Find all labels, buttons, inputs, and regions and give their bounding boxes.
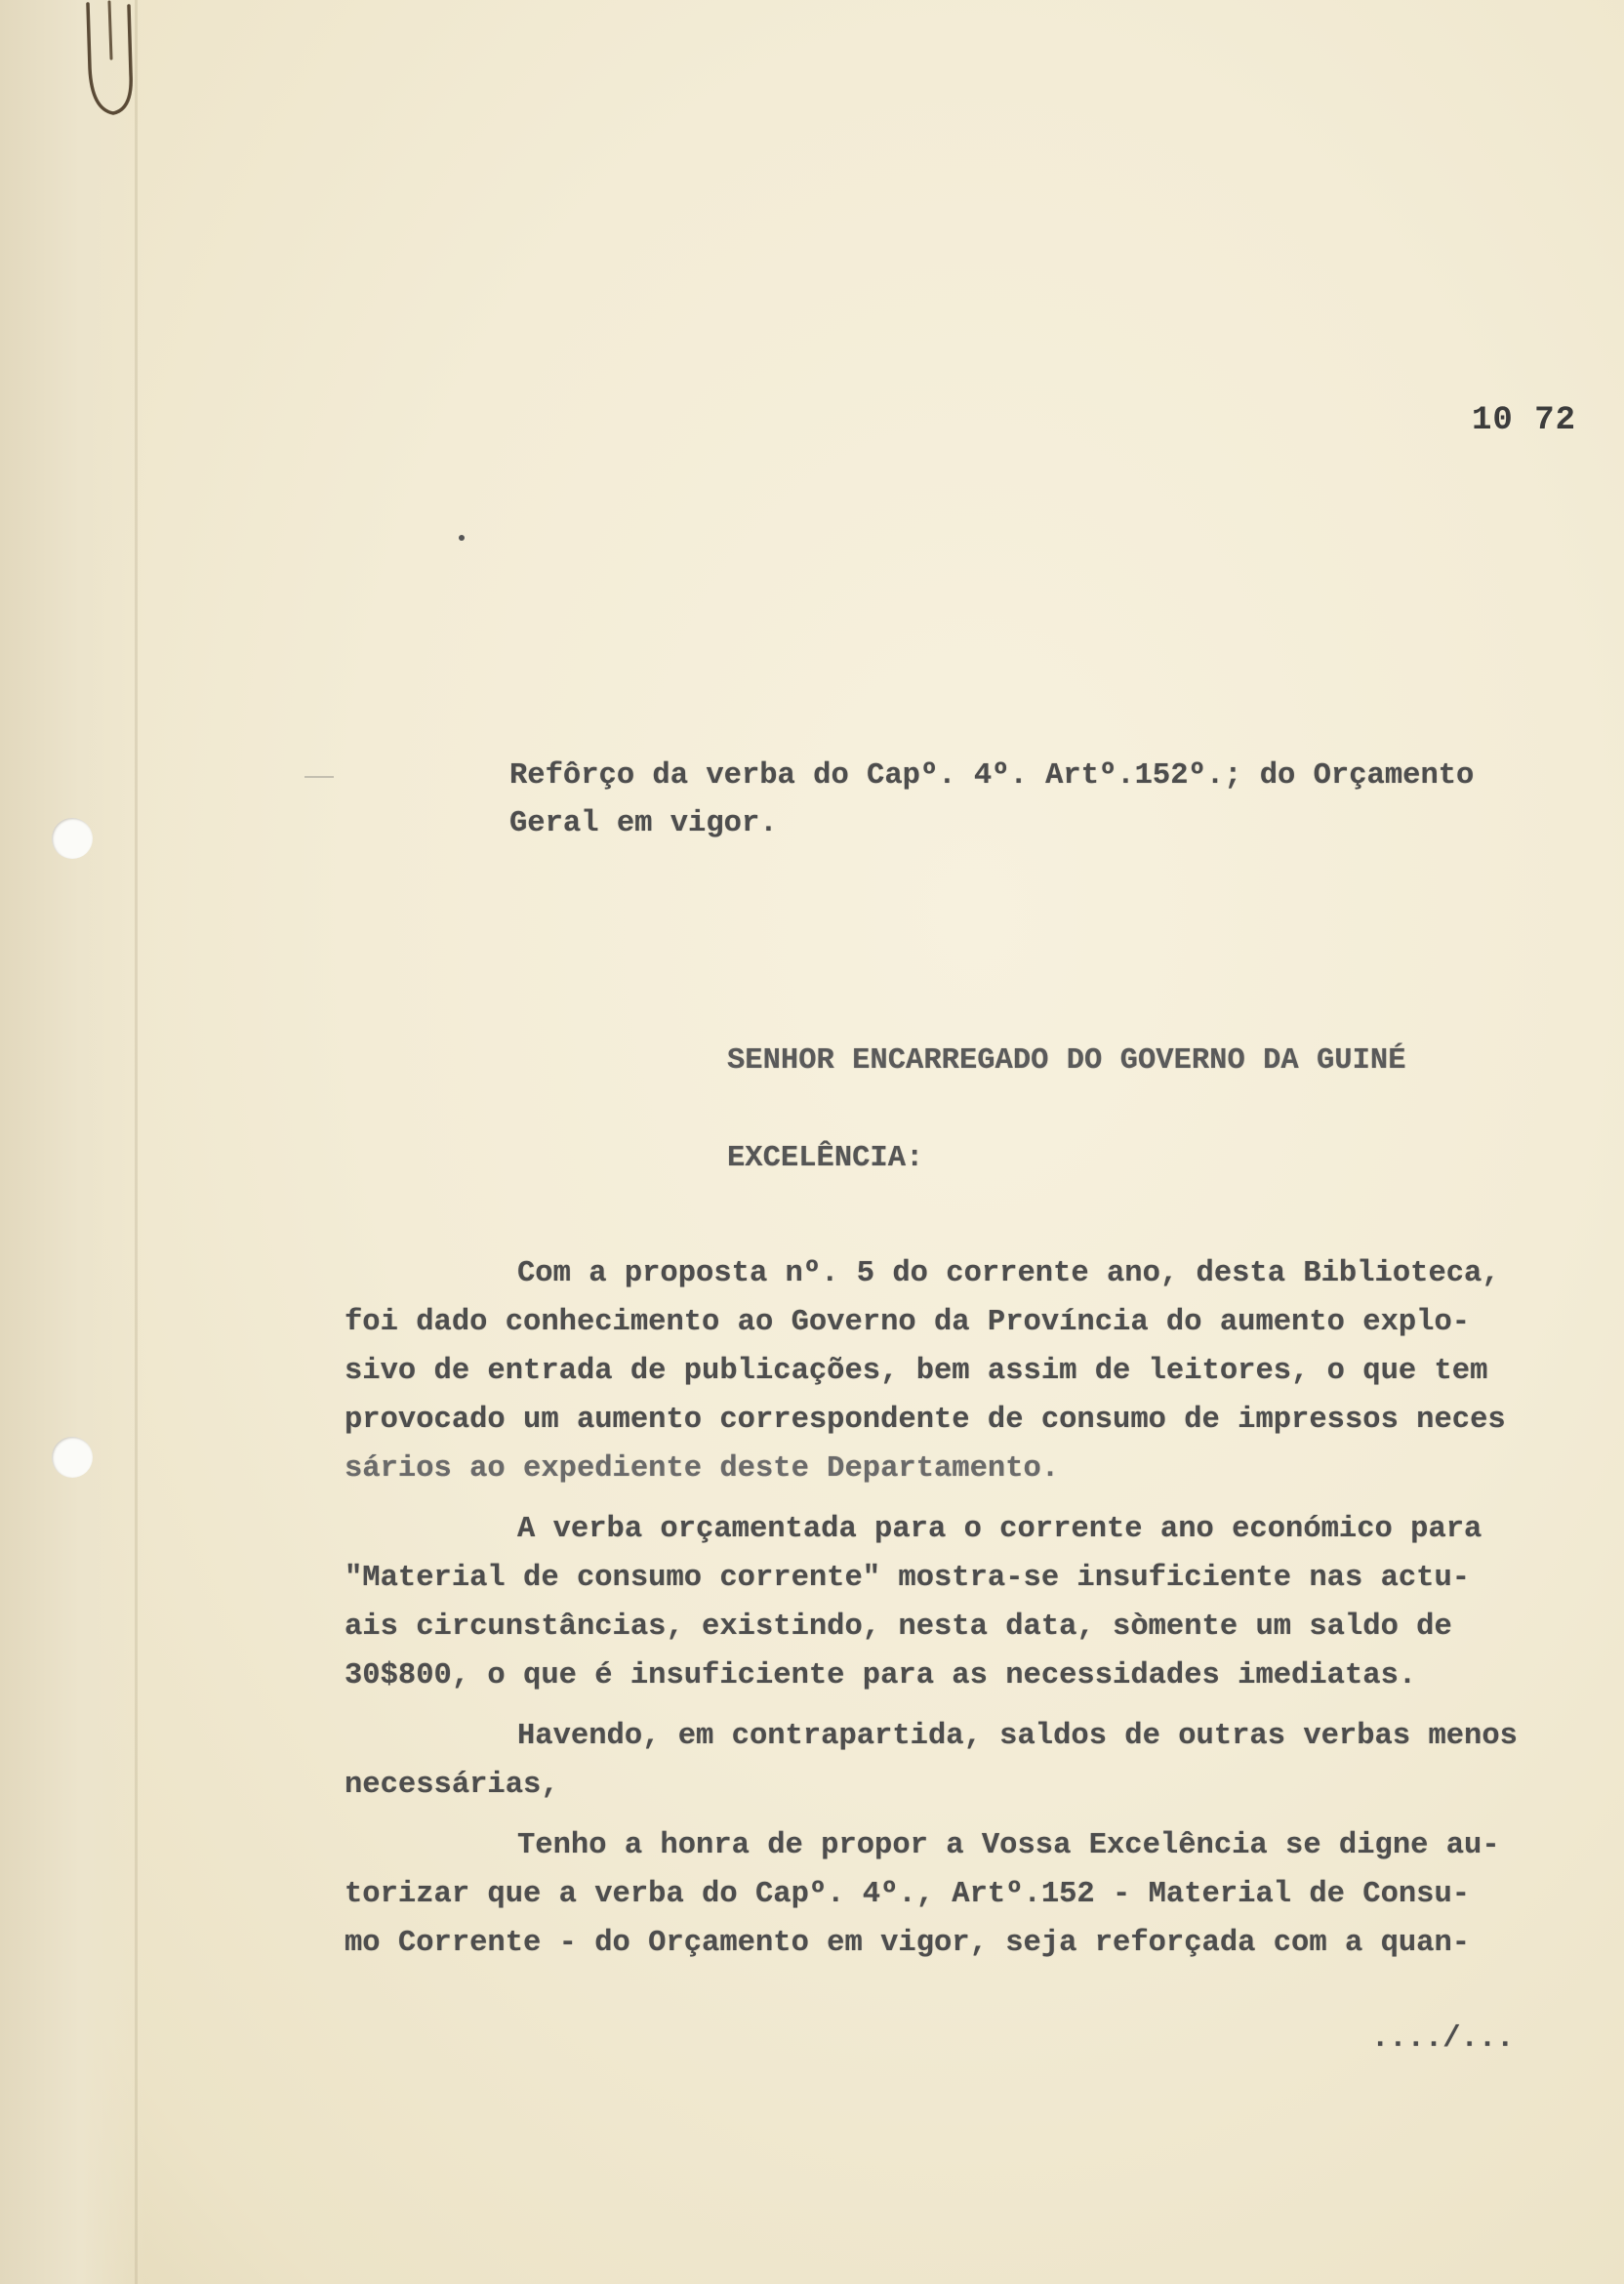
body-line-4: provocado um aumento correspondente de consumo de impressos neces [345, 1404, 1506, 1437]
ink-speck [459, 535, 465, 541]
body-line-7: "Material de consumo corrente" mostra-se insuficiente nas actu- [345, 1562, 1471, 1595]
folio-number: 10 72 [1472, 402, 1577, 439]
faint-mark [304, 776, 334, 778]
continuation-mark: ..../... [1371, 2022, 1515, 2056]
body-line-12: Tenho a honra de propor a Vossa Excelência se digne au- [517, 1829, 1500, 1862]
body-line-13: torizar que a verba do Capº. 4º., Artº.152 - Material de Consu- [345, 1878, 1471, 1911]
subject-line-1: Refôrço da verba do Capº. 4º. Artº.152º.; do Orçamento [509, 759, 1475, 793]
body-line-10: Havendo, em contrapartida, saldos de outras verbas menos [517, 1720, 1518, 1753]
punch-hole-lower [52, 1437, 93, 1478]
addressee: SENHOR ENCARREGADO DO GOVERNO DA GUINÉ [727, 1044, 1406, 1078]
paper-left-edge [0, 0, 146, 2284]
body-line-6: A verba orçamentada para o corrente ano económico para [517, 1513, 1482, 1546]
paper-fold-line [135, 0, 138, 2284]
body-line-9: 30$800, o que é insuficiente para as necessidades imediatas. [345, 1659, 1417, 1693]
body-line-1: Com a proposta nº. 5 do corrente ano, desta Biblioteca, [517, 1257, 1500, 1290]
salutation: EXCELÊNCIA: [727, 1142, 924, 1175]
body-line-3: sivo de entrada de publicações, bem assim de leitores, o que tem [345, 1355, 1488, 1388]
punch-hole-upper [52, 818, 93, 859]
body-line-5: sários ao expediente deste Departamento. [345, 1452, 1060, 1486]
body-line-8: ais circunstâncias, existindo, nesta data, sòmente um saldo de [345, 1611, 1452, 1644]
body-line-11: necessárias, [345, 1769, 559, 1802]
body-line-14: mo Corrente - do Orçamento em vigor, seja reforçada com a quan- [345, 1927, 1471, 1960]
body-line-2: foi dado conhecimento ao Governo da Província do aumento explo- [345, 1306, 1471, 1339]
staple-icon [80, 0, 142, 127]
subject-line-2: Geral em vigor. [509, 807, 778, 840]
